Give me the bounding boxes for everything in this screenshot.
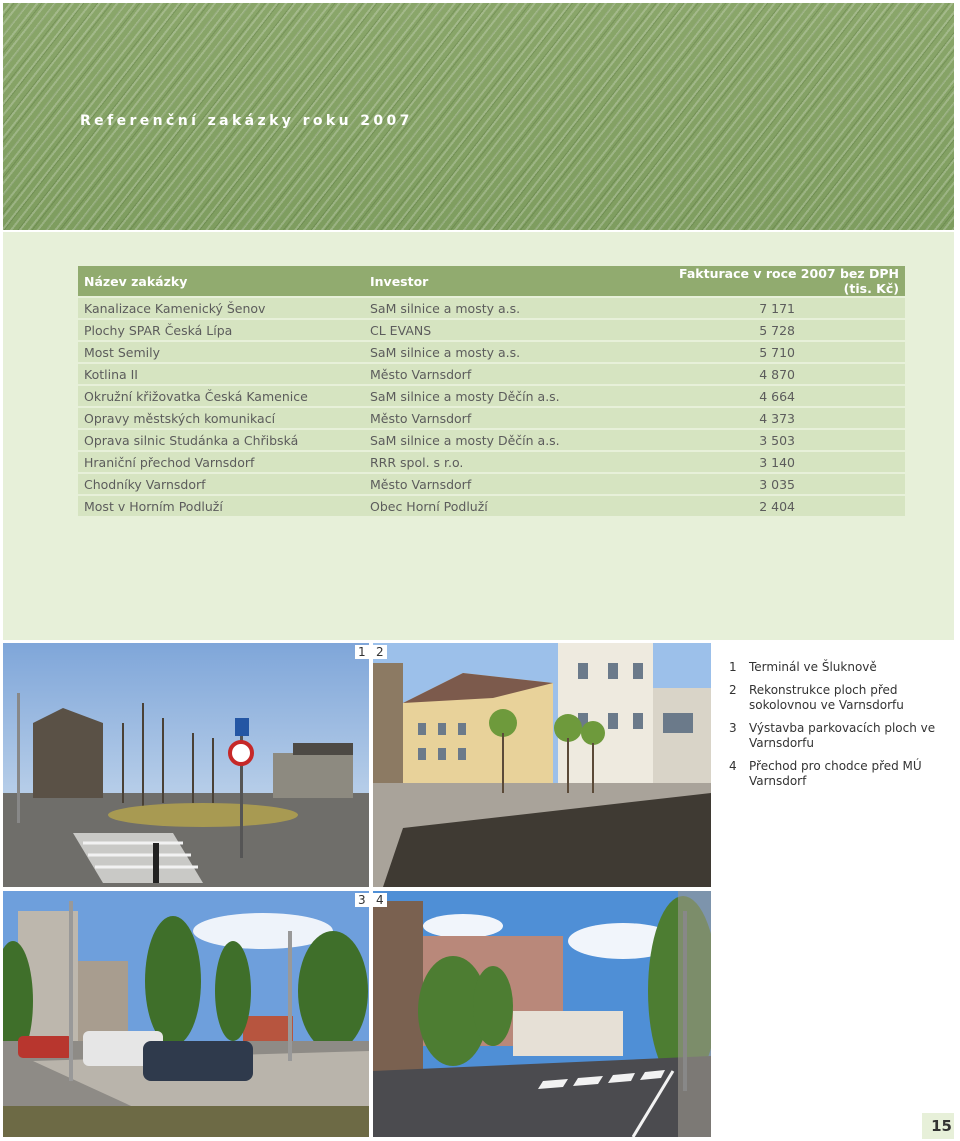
cell-investor: SaM silnice a mosty a.s. <box>364 342 651 362</box>
cell-investor: SaM silnice a mosty Děčín a.s. <box>364 430 651 450</box>
cell-invoice: 3 503 <box>651 430 905 450</box>
table-row <box>78 408 905 428</box>
cell-investor: Město Varnsdorf <box>364 408 651 428</box>
cell-name: Chodníky Varnsdorf <box>78 474 364 494</box>
cell-name: Most v Horním Podluží <box>78 496 364 516</box>
caption-text: Terminál ve Šluknově <box>749 660 877 674</box>
caption-number: 2 <box>729 683 737 697</box>
table-row <box>78 474 905 494</box>
references-table <box>78 264 905 518</box>
cell-name: Most Semily <box>78 342 364 362</box>
caption-item <box>729 759 939 789</box>
photo-number-3: 3 <box>355 893 369 907</box>
caption-item <box>729 683 939 713</box>
photo-number-2: 2 <box>373 645 387 659</box>
table-row <box>78 364 905 384</box>
table-row <box>78 496 905 516</box>
table-header-row <box>78 266 905 296</box>
cell-name: Kanalizace Kamenický Šenov <box>78 298 364 318</box>
caption-item <box>729 660 939 675</box>
table-row <box>78 430 905 450</box>
cell-invoice: 5 728 <box>651 320 905 340</box>
page-number: 15 <box>922 1113 954 1139</box>
table-row <box>78 342 905 362</box>
caption-number: 1 <box>729 660 737 674</box>
cell-name: Kotlina II <box>78 364 364 384</box>
photo-captions <box>729 660 939 797</box>
photo-crosswalk <box>373 891 711 1137</box>
cell-investor: Obec Horní Podluží <box>364 496 651 516</box>
caption-item <box>729 721 939 751</box>
cell-invoice: 7 171 <box>651 298 905 318</box>
caption-number: 4 <box>729 759 737 773</box>
table-row <box>78 320 905 340</box>
cell-name: Plochy SPAR Česká Lípa <box>78 320 364 340</box>
photo-parking <box>3 891 369 1137</box>
photo-number-4: 4 <box>373 893 387 907</box>
cell-name: Oprava silnic Studánka a Chřibská <box>78 430 364 450</box>
cell-investor: SaM silnice a mosty a.s. <box>364 298 651 318</box>
cell-investor: Město Varnsdorf <box>364 364 651 384</box>
table-row <box>78 386 905 406</box>
table-row <box>78 452 905 472</box>
caption-text: Rekonstrukce ploch před sokolovnou ve Varnsdorfu <box>749 683 904 712</box>
cell-investor: SaM silnice a mosty Děčín a.s. <box>364 386 651 406</box>
cell-invoice: 2 404 <box>651 496 905 516</box>
cell-invoice: 5 710 <box>651 342 905 362</box>
cell-invoice: 4 664 <box>651 386 905 406</box>
page-title: Referenční zakázky roku 2007 <box>80 113 413 129</box>
photo-terminal <box>3 643 369 887</box>
cell-name: Okružní křižovatka Česká Kamenice <box>78 386 364 406</box>
cell-name: Opravy městských komunikací <box>78 408 364 428</box>
caption-text: Přechod pro chodce před MÚ Varnsdorf <box>749 759 922 788</box>
photo-sokolovna <box>373 643 711 887</box>
table-row <box>78 298 905 318</box>
column-header-name: Název zakázky <box>78 266 364 296</box>
cell-investor: RRR spol. s r.o. <box>364 452 651 472</box>
cell-investor: Město Varnsdorf <box>364 474 651 494</box>
cell-invoice: 4 373 <box>651 408 905 428</box>
cell-investor: CL EVANS <box>364 320 651 340</box>
column-header-investor: Investor <box>364 266 651 296</box>
column-header-invoice: Fakturace v roce 2007 bez DPH (tis. Kč) <box>651 266 905 296</box>
caption-text: Výstavba parkovacích ploch ve Varnsdorfu <box>749 721 936 750</box>
cell-invoice: 3 140 <box>651 452 905 472</box>
caption-number: 3 <box>729 721 737 735</box>
cell-name: Hraniční přechod Varnsdorf <box>78 452 364 472</box>
header-banner <box>3 3 954 230</box>
cell-invoice: 3 035 <box>651 474 905 494</box>
photo-number-1: 1 <box>355 645 369 659</box>
cell-invoice: 4 870 <box>651 364 905 384</box>
